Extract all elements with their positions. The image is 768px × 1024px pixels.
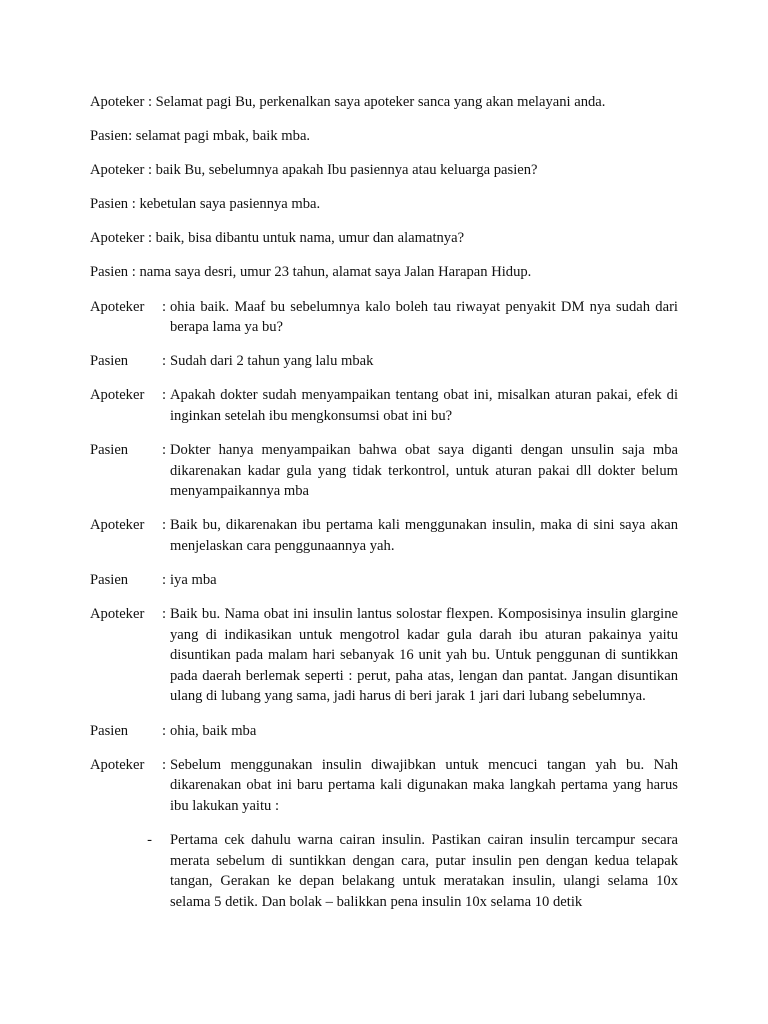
- dialogue-text: Apakah dokter sudah menyampaikan tentang obat ini, misalkan aturan pakai, efek di inginkan setelah ibu mengkonsumsi obat ini bu?: [170, 387, 678, 424]
- dialogue-row: [90, 297, 678, 338]
- dialogue-line: Apoteker : Selamat pagi Bu, perkenalkan saya apoteker sanca yang akan melayani anda.: [90, 94, 606, 110]
- dialogue-text: Sebelum menggunakan insulin diwajibkan untuk mencuci tangan yah bu. Nah dikarenakan obat ini baru pertama kali digunakan maka langkah pertama yang harus ibu lakukan yaitu :: [170, 756, 678, 814]
- colon-separator: :: [162, 517, 167, 534]
- colon-separator: :: [162, 572, 167, 588]
- dialogue-line: Apoteker : baik Bu, sebelumnya apakah Ibu pasiennya atau keluarga pasien?: [90, 162, 538, 179]
- dialogue-column: [90, 92, 678, 912]
- speaker-label: Pasien: [90, 722, 129, 739]
- colon-separator: :: [162, 606, 167, 623]
- speaker-label: Apoteker: [90, 387, 145, 404]
- speaker-label: Apoteker: [90, 517, 145, 534]
- dialogue-row: [90, 755, 678, 817]
- speaker-label: Apoteker: [90, 606, 145, 623]
- speaker-label: Pasien: [90, 353, 129, 370]
- colon-separator: :: [162, 353, 167, 370]
- dialogue-text: ohia baik. Maaf bu sebelumnya kalo boleh tau riwayat penyakit DM nya sudah dari berapa lama ya bu?: [170, 298, 678, 336]
- bullet-marker: -: [147, 831, 152, 848]
- speaker-label: Apoteker: [90, 298, 145, 315]
- dialogue-row: [90, 721, 678, 742]
- colon-separator: :: [162, 387, 167, 404]
- dialogue-line: Pasien : nama saya desri, umur 23 tahun, alamat saya Jalan Harapan Hidup.: [90, 264, 532, 281]
- dialogue-text: Dokter hanya menyampaikan bahwa obat saya diganti dengan unsulin saja mba dikarenakan kadar gula yang tidak terkontrol, untuk aturan pakai dll dokter belum menyampaikannya mba: [170, 442, 678, 500]
- dialogue-line: Apoteker : baik, bisa dibantu untuk nama, umur dan alamatnya?: [90, 230, 465, 247]
- dialogue-line: Pasien : kebetulan saya pasiennya mba.: [90, 196, 321, 213]
- dialogue-text: ohia, baik mba: [170, 722, 257, 739]
- dialogue-text: Baik bu, dikarenakan ibu pertama kali menggunakan insulin, maka di sini saya akan menjelaskan cara penggunaannya yah.: [170, 517, 678, 554]
- bullet-item: [90, 830, 678, 912]
- dialogue-line: Pasien: selamat pagi mbak, baik mba.: [90, 128, 311, 145]
- speaker-label: Pasien: [90, 572, 129, 588]
- colon-separator: :: [162, 442, 167, 459]
- colon-separator: :: [162, 756, 167, 773]
- dialogue-row: [90, 351, 678, 372]
- speaker-label: Apoteker: [90, 756, 145, 773]
- dialogue-row: [90, 385, 678, 426]
- colon-separator: :: [162, 722, 167, 739]
- dialogue-text: iya mba: [170, 572, 217, 588]
- dialogue-text: Sudah dari 2 tahun yang lalu mbak: [170, 353, 374, 370]
- dialogue-row: [90, 440, 678, 502]
- colon-separator: :: [162, 298, 167, 315]
- speaker-label: Pasien: [90, 442, 129, 459]
- bullet-text: Pertama cek dahulu warna cairan insulin. Pastikan cairan insulin tercampur secara merata sebelum di suntikkan dengan cara, putar insulin pen dengan kedua telapak tangan, Gerakan ke depan belakang untuk meratakan insulin, ulangi selama 10x selama 5 detik. Dan bolak – balikkan pena insulin 10x selama 10 detik: [170, 831, 678, 910]
- dialogue-row: [90, 570, 678, 591]
- dialogue-row: [90, 604, 678, 707]
- dialogue-row: [90, 515, 678, 556]
- dialogue-text: Baik bu. Nama obat ini insulin lantus solostar flexpen. Komposisinya insulin glargine yang di indikasikan untuk mengotrol kadar gula darah ibu aturan pakainya yaitu disuntikan pada malam hari sebanyak 16 unit yah bu. Untuk penggunan di suntikkan pada daerah berlemak seperti : perut, paha atas, lengan dan pantat. Jangan disuntikan ulang di lubang yang sama, jadi harus di beri jarak 1 jari dari lubang sebelumnya.: [170, 606, 678, 705]
